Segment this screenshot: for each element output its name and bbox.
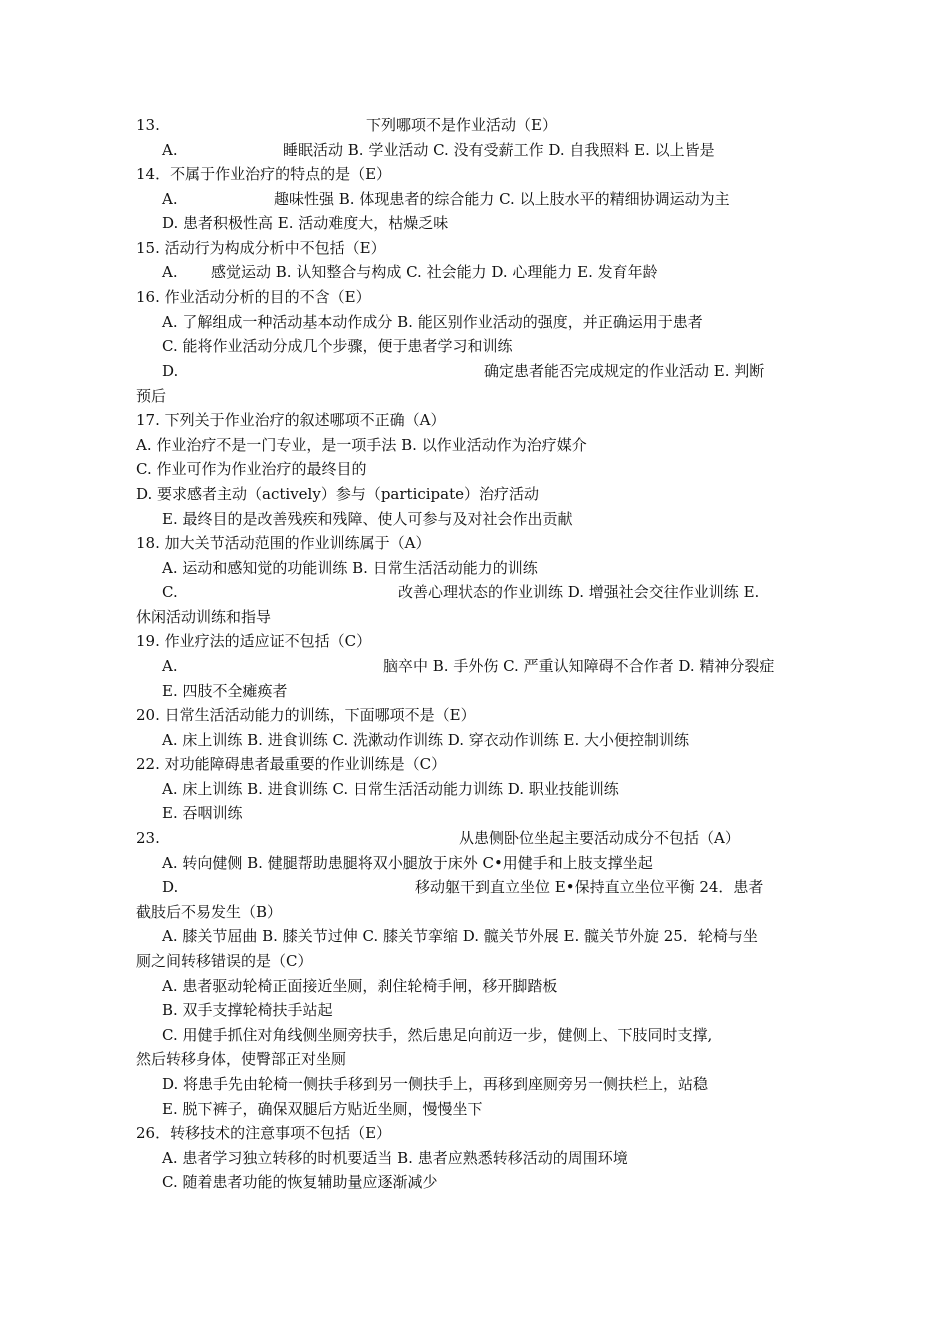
question-15-options: 感觉运动 B. 认知整合与构成 C. 社会能力 D. 心理能力 E. 发育年龄 — [211, 263, 658, 281]
question-22-option-e: E. 吞咽训练 — [162, 804, 243, 822]
question-19-option-e: E. 四肢不全瘫痪者 — [162, 682, 288, 700]
question-25-option-b: B. 双手支撑轮椅扶手站起 — [162, 1001, 333, 1019]
question-20-title: 20. 日常生活活动能力的训练，下面哪项不是（E） — [136, 706, 476, 724]
question-23-option-a: A. 转向健侧 B. 健腿帮助患腿将双小腿放于床外 C•用健手和上肢支撑坐起 — [162, 854, 653, 872]
question-23-number: 23. — [136, 829, 160, 847]
question-17-option-c: C. 作业可作为作业治疗的最终目的 — [136, 460, 367, 478]
question-25-option-e: E. 脱下裤子，确保双腿后方贴近坐厕，慢慢坐下 — [162, 1100, 483, 1118]
question-16-option-c: C. 能将作业活动分成几个步骤，便于患者学习和训练 — [162, 337, 513, 355]
question-14-option-a-label: A. — [162, 190, 178, 208]
question-25-option-a: A. 患者驱动轮椅正面接近坐厕，刹住轮椅手闸，移开脚踏板 — [162, 977, 558, 995]
question-18-continuation: 休闲活动训练和指导 — [136, 608, 272, 626]
question-17-option-e: E. 最终目的是改善残疾和残障、使人可参与及对社会作出贡献 — [162, 510, 573, 528]
question-14-options: 趣味性强 B. 体现患者的综合能力 C. 以上肢水平的精细协调运动为主 — [274, 190, 730, 208]
question-24-continuation: 截肢后不易发生（B） — [136, 903, 283, 921]
question-18-option-a: A. 运动和感知觉的功能训练 B. 日常生活活动能力的训练 — [162, 559, 538, 577]
question-17-title: 17. 下列关于作业治疗的叙述哪项不正确（A） — [136, 411, 446, 429]
question-18-title: 18. 加大关节活动范围的作业训练属于（A） — [136, 534, 431, 552]
question-13-option-a-label: A. — [162, 141, 178, 159]
question-25-option-c: C. 用健手抓住对角线侧坐厕旁扶手，然后患足向前迈一步，健侧上、下肢同时支撑, — [162, 1026, 713, 1044]
question-26-option-c: C. 随着患者功能的恢复辅助量应逐渐减少 — [162, 1173, 438, 1191]
question-25-continuation: 厕之间转移错误的是（C） — [136, 952, 313, 970]
question-19-title: 19. 作业疗法的适应证不包括（C） — [136, 632, 372, 650]
question-14-title: 14．不属于作业治疗的特点的是（E） — [136, 165, 392, 183]
question-23-option-d-label: D. — [162, 878, 179, 896]
question-26-option-a: A. 患者学习独立转移的时机要适当 B. 患者应熟悉转移活动的周围环境 — [162, 1149, 628, 1167]
question-25-option-c-continuation: 然后转移身体，使臀部正对坐厕 — [136, 1050, 347, 1068]
question-19-option-a-text: 脑卒中 B. 手外伤 C. 严重认知障碍不合作者 D. 精神分裂症 — [383, 657, 775, 675]
question-15-option-a-label: A. — [162, 263, 178, 281]
question-18-option-c-label: C. — [162, 583, 178, 601]
question-22-title: 22. 对功能障碍患者最重要的作业训练是（C） — [136, 755, 447, 773]
question-17-option-a: A. 作业治疗不是一门专业，是一项手法 B. 以作业活动作为治疗媒介 — [136, 436, 587, 454]
question-23-option-d-text: 移动躯干到直立坐位 E•保持直立坐位平衡 24．患者 — [415, 878, 764, 896]
question-26-title: 26．转移技术的注意事项不包括（E） — [136, 1124, 392, 1142]
question-20-options: A. 床上训练 B. 进食训练 C. 洗漱动作训练 D. 穿衣动作训练 E. 大小便控制训练 — [162, 731, 689, 749]
question-13-text: 下列哪项不是作业活动（E） — [366, 116, 557, 134]
question-22-options: A. 床上训练 B. 进食训练 C. 日常生活活动能力训练 D. 职业技能训练 — [162, 780, 619, 798]
question-16-title: 16. 作业活动分析的目的不含（E） — [136, 288, 371, 306]
question-15-title: 15. 活动行为构成分析中不包括（E） — [136, 239, 386, 257]
question-14-options-continued: D. 患者积极性高 E. 活动难度大，枯燥乏味 — [162, 214, 449, 232]
question-16-continuation: 预后 — [136, 387, 167, 405]
question-13-options: 睡眠活动 B. 学业活动 C. 没有受薪工作 D. 自我照料 E. 以上皆是 — [283, 141, 715, 159]
question-17-option-d: D. 要求感者主动（actively）参与（participate）治疗活动 — [136, 485, 540, 503]
question-16-option-a: A. 了解组成一种活动基本动作成分 B. 能区别作业活动的强度，并正确运用于患者 — [162, 313, 703, 331]
question-23-text: 从患侧卧位坐起主要活动成分不包括（A） — [459, 829, 740, 847]
question-25-option-d: D. 将患手先由轮椅一侧扶手移到另一侧扶手上，再移到座厕旁另一侧扶栏上，站稳 — [162, 1075, 709, 1093]
question-19-option-a-label: A. — [162, 657, 178, 675]
question-16-option-d-label: D. — [162, 362, 179, 380]
question-13-number: 13. — [136, 116, 160, 134]
question-18-option-c-text: 改善心理状态的作业训练 D. 增强社会交往作业训练 E. — [398, 583, 760, 601]
question-24-options: A. 膝关节屈曲 B. 膝关节过伸 C. 膝关节挛缩 D. 髋关节外展 E. 髋关节外旋 25．轮椅与坐 — [162, 927, 758, 945]
question-16-option-d-text: 确定患者能否完成规定的作业活动 E. 判断 — [484, 362, 765, 380]
